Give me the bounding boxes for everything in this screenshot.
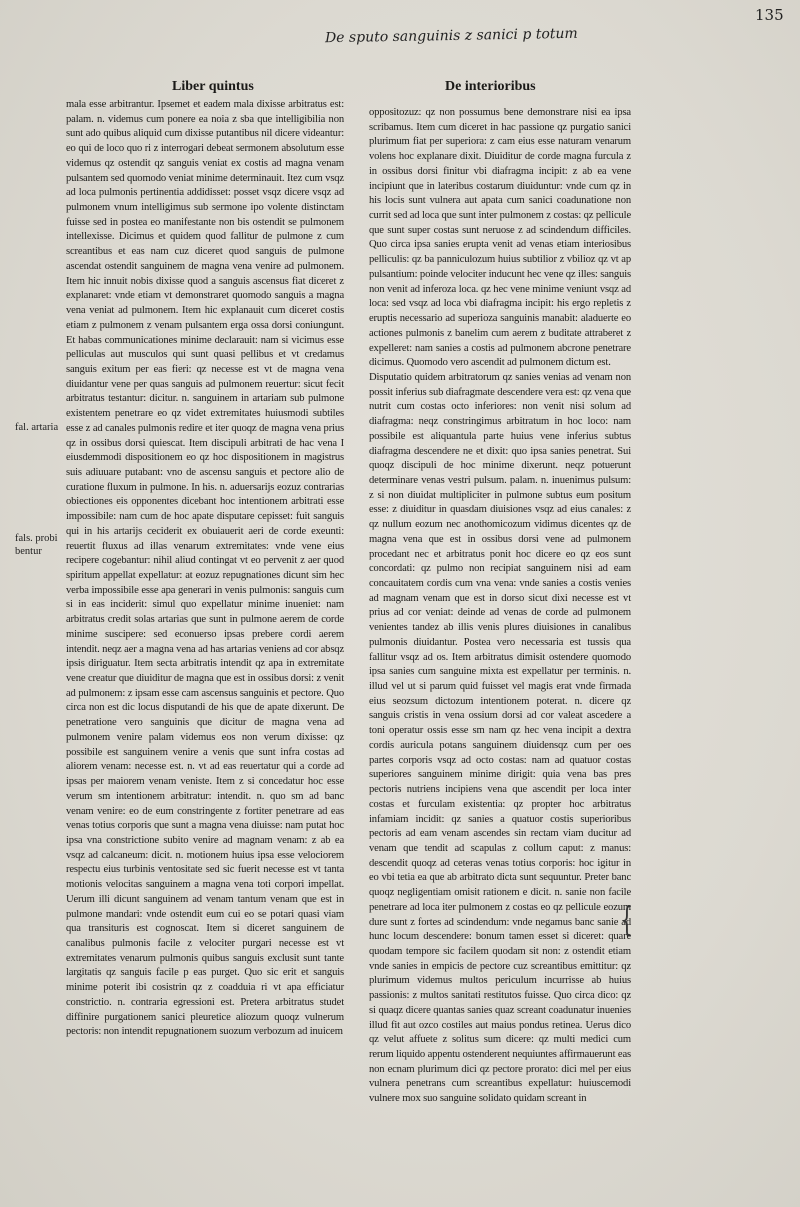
running-head-right: De interioribus [445, 79, 536, 94]
right-text-column [369, 106, 634, 1105]
right-paragraph-1: oppositozuz: qz non possumus bene demonstrare nisi ea ipsa scribamus. Item cum diceret in hac passione qz purgatio sanici plurimum fiat per superiora: z cam eius esse naturam venarum volens hoc explanare dixit. Diuiditur de corde magna furcula z in ossibus dorsi finitur vbi diafragma incipit: z ab ea vene incipiunt que in lateribus costarum diuiduntur: vnde cum qz in his locis sunt vulnera aut apata cum sanici coadunatione non currit sed ad loca que sunt inter pulmonem z costas: qz pellicule que sunt super costas sunt neruose z ad scindendum difficiles. Quo circa ipsa sanies erupta venit ad venas etiam interiosibus pelliculis: qz ba panniculozum huius subtilior z vbilioz qz vt ap pulsantium: poinde velociter inducunt hec vene qz illes: sanguis non venit ad inferoza loca. qz hec vene minime veniunt vsqz ad loca: sed vsqz ad loca vbi diafragma incipit: his ergo repletis z eruptis necessario ad superioza sanguinis manabit: aladuerte eo actiones pulmonis z banelim cum aerem z buditate attraberet z expelleret: nam sanies a costis ad pulmonem abcrone penetrare dicimus. Quomodo vero ascendit ad pulmonem dictum est. [369, 107, 631, 369]
folio-number: 135 [755, 6, 784, 24]
margin-note-artaria: fal. artaria [15, 422, 59, 433]
margin-bracket-mark: { [620, 900, 634, 940]
left-text-column [66, 98, 344, 1038]
left-paragraph: mala esse arbitrantur. Ipsemet et eadem mala dixisse arbitratus est: palam. n. videmus cum ponere ea noia z sba que intelligibilia non sunt ado quibus aliquid cum dixisse putantibus nil dicere videantur: eo qui de loco quo ri z interrogari debeat sermonem absolutum esse videmus qz ostendit qz sanguis veniat ex costis ad magna venam pulsantem sed quomodo veniat minime determinauit. Itez cum vsqz ad loca pulmonis pertinentia addidisset: posset vsqz dicere vsqz ad pulmonem vnum intelligimus sub sermone ipo volente distinctam fuisse sed in postea eo manifestante non bis ostendit se pulmonem intellexisse. Dicimus et quidem quod fallitur de pulmone z cum screantibus et eas nam cuz diceret quod sanguis de pulmone ascendat ostendit sanguinem de magna vena venire ad pulmonem. Item hic innuit nobis dixisse quod a sanguis ascensus fiat diceret z explanaret: vnde etiam vt demonstraret quomodo sanguis a magna vena veniat ad pulmonem. Item hic explanauit cum diceret costis etiam z pulmonem z venam pulsantem erga ossa dorsi coniungunt. Et habas communicationes minime declarauit: nam si vicimus esse pelliculas aut musculos qui sunt quasi pellibus et vt credamus sanguis exitum per eas fieri: qz necesse est vt de magna vena diuidantur vene per quas sanguis ad pulmonem reuertur: sicut fecit arbitratus testantur: dicitur. n. sanguinem in artariam sub pulmone existentem penetrare eo qz videt extremitates huiusmodi subtiles esse z ad canales pulmonis redire et iter quoqz de magna vena prius qz in ossibus dorsi quiescat. Item discipuli arbitrati de hac vena I eiusdemmodi dispositionem eo qz hoc dispositionem in magistrus suis adiuuare putabant: vno de ascensu sanguis et pectore alio de curatione fluxum in pulmone. In his. n. aduersarijs eozuz contrarias obiectiones eis opponentes dicebant hoc intentionem arbitrati esse impossibile: nam cum de hoc apate disputare cepisset: fuit sanguis qui in his artarijs ceciderit ex obuiauerit aeri de corde exeunti: reuertit fluxus ad illas venarum extremitates: vnde vene eius recipere cogebantur: nihil aliud contingat vt eo pervenit z aer quod spiritum appellat expellatur: at eozuz repugnationes dicunt sim hec verba impossibile esse apa generari in venis pulmonis: sanguis cum si in eas inciderit: simul quo expellatur minime inueniet: nam arbitratus credit solas artarias que sunt in pulmone aerem de corde minime suscipere: sed econuerso ipsas prebere cordi aerem intendit. neqz aer a magna vena ad has artarias veniens ad cor absqz ipsis diriguatur. Item secta arbitratis intendit qz apa in extremitate vene creatur que diuiditur de magna que est in ossibus dorsi: z venit ad pulmonem: z ipsam esse cam ascensus sanguinis et pectore. Quo circa non est dic locus disputandi de his que de apate dixerunt. De penetratione vero sanguinis que dicitur de magna vena ad pulmonem venire palam videmus eos non verum dixisse: qz possibile est sanguinem venire a venis que sunt infra costas ad aliorem venam: necesse est. n. vt ad eas reuertatur qui a corde ad ipsas per maiorem venam veniste. Item z si concedatur hoc esse verum sm intentionem arbitratur: intendit. n. quo sm ad banc venam venire: eo de eum constringente z fortiter penetrare ad eas venas totius corporis que sunt a magna vena diuisse: nam putat hoc ipsa vna constrictione subito venire ad magnam venam: z ab ea vsqz ad calcaneum: dicit. n. motionem huius ipsa esse velociorem respectu eius turbinis ventositate sed sic fuerit necesse est vt tanta motionis velocitas sanguinem a magna vena toti corpori impellat. Uerum illi dicunt sanguinem ad venam tantum venam que est in pulmone mandari: vnde ostendit eum cui eo se potari quasi viam qua transituris est cognoscat. Item si diceret sanguinem de canalibus pulmonis facile z velociter purgari necesse est vt extremitates venarum pulmonis quibus sanguis exclusit sunt tante largitatis qz sanguis facile p eas purget. Quo sic erit et sanguis minime poterit ibi cosistrin qz z coadduia ri vt apa efficiatur constrictio. n. contraria egressioni est. Pretera arbitratus studet diffinire purgationem sanici pleuretice aliozum quoqz vulnerum pectoris: non intendit repugnationem suozum verbozum ad inuicem [66, 99, 344, 1038]
running-head-left: Liber quintus [172, 79, 254, 94]
top-handwritten-note: De sputo sanguinis z sanici p totum [324, 25, 578, 47]
margin-note-probibentur: fals. probi bentur [15, 533, 58, 557]
right-paragraph-2: Disputatio quidem arbitratorum qz sanies venias ad venam non possit inferius sub diafragmate descendere vera est: qz vena que nutrit cum costas octo inferiores: non venit nisi solum ad diafragma: neqz constringimus arbitratum in hoc loco: nam possibile est aliquantula parte huius vene inferius subtus diafragma descendere ne et dixit: quo ipsa sanies penetrat. Sui quoqz discipuli de hoc minime dixerunt. neqz potuerunt determinare venas vestri pulsum. palam. n. inuenimus pulsum: z si non diuidat multipliciter in pulmone subtus eum positum esse: z diuiditur in quasdam diuisiones vsqz ad eius canales: z qz nullum eozum nec anothomicozum vidimus dicentes qz de magna vena que est in ossibus dorsi vene ad pulmonem procedant nec et arbitratus ponit hoc dicere eo qz eos sunt concordati: qz pulmo non recipiat sanguinem nisi ad eam concauitatem cordis cum vna vena: vnde sanies a costis venies ad magnam venam que est in dorso sicut dixi necesse est vt prius ad cor veniat: deinde ad venas de corde ad pulmonem venientes tandez ab illis venis plures diuisiones in canalibus pulmonis diuidantur. Postea vero necessaria est tussis qua fallitur vsqz ad os. Item arbitratus dimisit ostendere quomodo ipsa sanies cum sanguine mixta est expellatur per terminis. n. illud vel ut si parum quid fuisset vel magis erat vnde firmada eius seozsum dictozum intentionem poterat. n. dicere qz sanguis cristis in vena ossium dorsi ad cor valeat ascedere a toni operatur ossis esse sm nam qz hec vena incipit a dextra cordis auricula potans sanguinem diuidensqz cum per oes partes corporis vsqz ad octo costas: nam ad quatuor costas superiores sanguinem minime dirigit: quia vena bas pres pectoris nutriens incipiens vena que ascendit per loca inter costas et furculam existentia: qz propter hoc arbitratus infamiam incidit: qz sanies a quatuor costis superioribus pectoris ad eam venam ascendes sin rectam viam ducitur ad venam que tendit ad scapulas z collum caput: z manus: descendit quoqz ad ceteras venas totius corporis: hoc igitur in eo vbi tetia ea que ab arbitrato dicta sunt sequuntur. Preter banc quoqz negligentiam omisit rationem e dicit. n. sanie non facile penetrare ad loca iter pulmonem z costas eo qz pellicule eozum dure sunt z fortes ad scindendum: vnde negamus banc sanie ad hunc locum descendere: bonum tamen esset si diceret: quare quodam tempore sic facilem quodam sit non: z ostendit etiam vnde sanies in empicis de pectore cuz screantibus emittitur: qz plurimum videmus multos periculum incurrisse ab huius passionis: z multos sanitati restitutos fuisse. Quo circa dico: qz si quaqz dicere quantas sanies quaz screant coadunatur inuenies illud fit aut ozco costiles aut maius pondus retinea. Uerus dico qz velut affuete z solitus sum dicere: qz multi medici cum rerum liquido appentu ostenderent nequiuntes affirmauerunt eas non ecnam plurimum dici qz pectore prorato: dici mel per eius vulnera penetrans cum screantibus expellatur: huiuscemodi vulnere mox suo sanguine solidato quidam screant in [369, 371, 631, 1105]
